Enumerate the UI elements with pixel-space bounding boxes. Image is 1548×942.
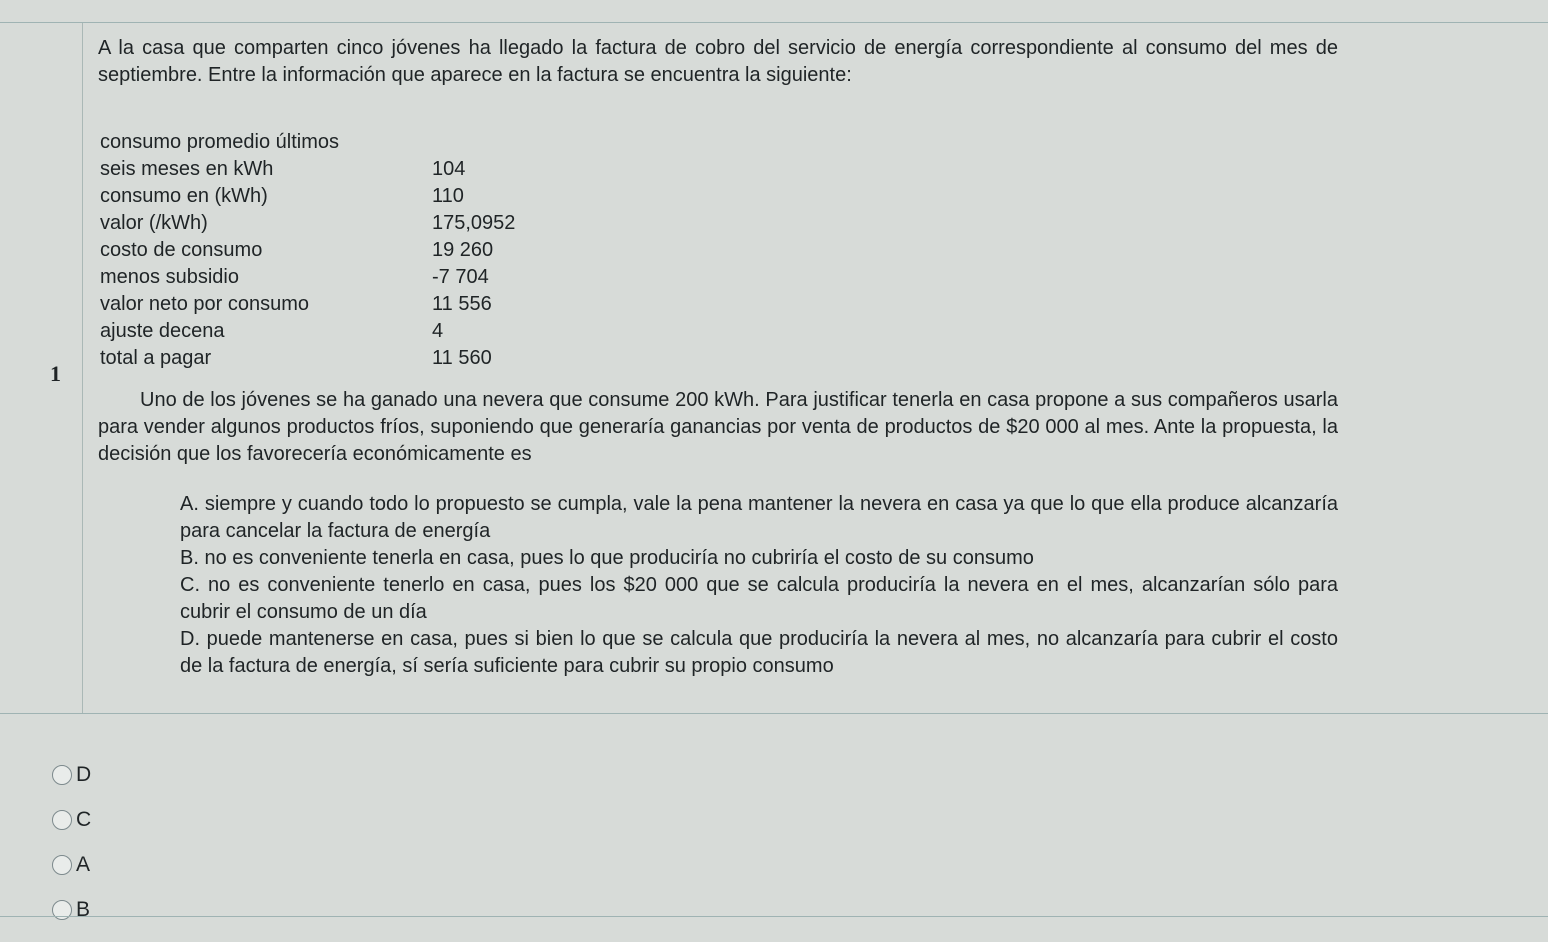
bill-row [98, 212, 618, 239]
bill-value: -7 704 [432, 266, 489, 288]
radio-button-c[interactable] [52, 810, 72, 830]
bill-row [98, 320, 618, 347]
answer-option-d[interactable] [52, 752, 91, 797]
bill-label: total a pagar [100, 347, 212, 369]
question-number: 1 [50, 361, 61, 386]
bill-row [98, 239, 618, 266]
bill-value: 4 [432, 320, 444, 342]
bill-row [98, 293, 618, 320]
question-intro: A la casa que comparten cinco jóvenes ha llegado la factura de cobro del servicio de energía correspondiente al consumo del mes de septiembre. Entre la información que aparece en la factura se encuentra la siguiente: [98, 37, 1338, 86]
option-list [180, 491, 1338, 680]
bill-label: valor neto por consumo [100, 293, 310, 315]
bill-value: 104 [432, 158, 466, 180]
bill-row [98, 158, 618, 185]
option-b-text: B. no es conveniente tenerla en casa, pues lo que produciría no cubriría el costo de su consumo [180, 547, 1034, 569]
bill-table [98, 131, 618, 374]
bill-value: 175,0952 [432, 212, 516, 234]
answer-option-c[interactable] [52, 797, 91, 842]
bill-value: 11 560 [432, 347, 492, 369]
answer-option-b[interactable] [52, 887, 91, 932]
bill-value: 11 556 [432, 293, 492, 315]
bill-label: costo de consumo [100, 239, 263, 261]
bill-label: seis meses en kWh [100, 158, 274, 180]
option-a-text: A. siempre y cuando todo lo propuesto se cumpla, vale la pena mantener la nevera en casa ya que lo que ella produce alcanzaría para cancelar la factura de energía [180, 493, 1338, 542]
answer-label: B [76, 897, 91, 921]
bill-label: valor (/kWh) [100, 212, 208, 234]
bill-row [98, 131, 618, 158]
answer-choices [52, 752, 91, 932]
answer-label: C [76, 807, 92, 831]
bill-row [98, 185, 618, 212]
answer-label: A [76, 852, 91, 876]
bill-label: consumo en (kWh) [100, 185, 268, 207]
radio-button-d[interactable] [52, 765, 72, 785]
bill-value: 110 [432, 185, 464, 207]
bill-row [98, 347, 618, 374]
question-content [98, 35, 1338, 677]
bill-label: consumo promedio últimos [100, 131, 339, 153]
bill-label: ajuste decena [100, 320, 225, 342]
divider [0, 916, 1548, 917]
answer-option-a[interactable] [52, 842, 91, 887]
question-number-column [0, 23, 83, 713]
radio-button-a[interactable] [52, 855, 72, 875]
bill-label: menos subsidio [100, 266, 239, 288]
answer-label: D [76, 762, 92, 786]
option-d-text: D. puede mantenerse en casa, pues si bien lo que se calcula que produciría la nevera al mes, no alcanzaría para cubrir el costo de la factura de energía, sí sería suficiente para cubrir su propio consumo [180, 628, 1338, 677]
bill-value: 19 260 [432, 239, 494, 261]
question-statement: Uno de los jóvenes se ha ganado una nevera que consume 200 kWh. Para justificar tenerla en casa propone a sus compañeros usarla para vender algunos productos fríos, suponiendo que generaría ganancias por venta de productos de $20 000 al mes. Ante la propuesta, la decisión que los favorecería económicamente es [98, 389, 1338, 465]
question-table [0, 22, 1548, 714]
option-c-text: C. no es conveniente tenerlo en casa, pues los $20 000 que se calcula produciría la nevera en el mes, alcanzarían sólo para cubrir el consumo de un día [180, 574, 1338, 623]
bill-row [98, 266, 618, 293]
